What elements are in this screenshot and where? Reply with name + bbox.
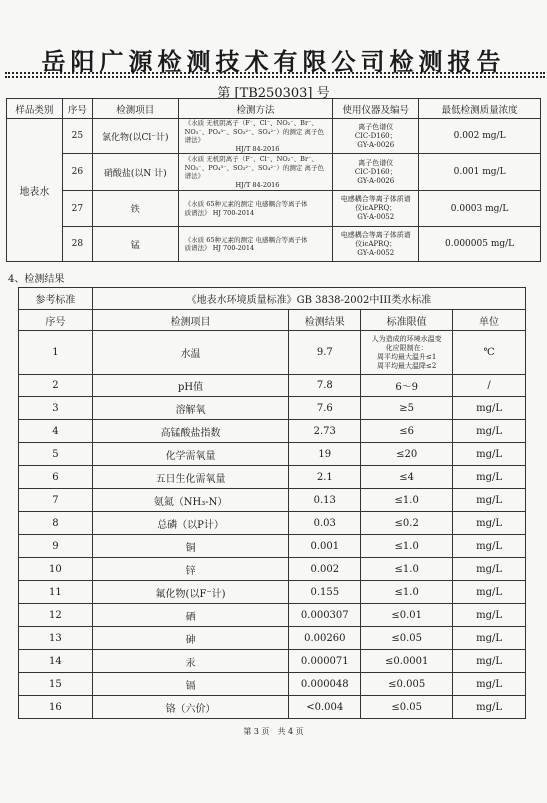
row-result: 0.002 bbox=[289, 558, 361, 581]
row-no: 27 bbox=[62, 191, 92, 227]
row-unit: mg/L bbox=[453, 673, 526, 696]
instrument-line: CIC-D160； bbox=[354, 131, 397, 140]
row-min-conc: 0.0003 mg/L bbox=[419, 191, 541, 227]
row-limit: ≤1.0 bbox=[361, 489, 453, 512]
method-line: NO₃⁻、PO₄³⁻、SO₃²⁻、SO₄²⁻）的测定 离子色谱法》 bbox=[184, 163, 324, 180]
row-item: 硝酸盐(以N 计) bbox=[92, 154, 178, 191]
table-row bbox=[19, 420, 526, 443]
row-limit: ≤1.0 bbox=[361, 581, 453, 604]
report-number: 第 [TB250303] 号 bbox=[217, 86, 330, 101]
table-row bbox=[19, 535, 526, 558]
row-unit: mg/L bbox=[453, 489, 526, 512]
row-item: 总磷（以P计） bbox=[92, 512, 289, 535]
table-row bbox=[19, 581, 526, 604]
row-no: 3 bbox=[19, 397, 93, 420]
table-row bbox=[19, 512, 526, 535]
row-unit: mg/L bbox=[453, 650, 526, 673]
instrument-line: GY-A-0052 bbox=[357, 248, 395, 257]
table-row bbox=[19, 489, 526, 512]
instrument-line: 电感耦合等离子体质谱 bbox=[340, 195, 411, 203]
table-row bbox=[19, 650, 526, 673]
row-no: 2 bbox=[19, 375, 93, 397]
row-result: 0.001 bbox=[289, 535, 361, 558]
sample-category: 地表水 bbox=[7, 119, 63, 262]
row-no: 1 bbox=[19, 331, 93, 375]
row-item: 锌 bbox=[92, 558, 289, 581]
row-item: 镉 bbox=[92, 673, 289, 696]
row-no: 7 bbox=[19, 489, 93, 512]
method-line: 《水质 无机阴离子（F⁻、Cl⁻、NO₂⁻、Br⁻、 bbox=[184, 155, 318, 163]
row-limit: ≥5 bbox=[361, 397, 453, 420]
method-line: 质谱法》 HJ 700-2014 bbox=[184, 244, 255, 252]
row-unit: mg/L bbox=[453, 397, 526, 420]
instrument-line: 仪icAPRQ； bbox=[355, 239, 397, 248]
table-row bbox=[7, 191, 541, 227]
row-item: 砷 bbox=[92, 627, 289, 650]
table-row bbox=[19, 627, 526, 650]
header-cell: 序号 bbox=[19, 310, 93, 331]
instrument-line: 电感耦合等离子体质谱 bbox=[340, 230, 411, 239]
row-no: 15 bbox=[19, 673, 93, 696]
limit-line: 人为造成的环境水温变 bbox=[371, 334, 442, 343]
table-row bbox=[19, 331, 526, 375]
row-unit: mg/L bbox=[453, 604, 526, 627]
instrument-line: GY-A-0052 bbox=[357, 213, 395, 221]
row-no: 12 bbox=[19, 604, 93, 627]
reference-value: 《地表水环境质量标准》GB 3838-2002中III类水标准 bbox=[92, 288, 525, 310]
row-min-conc: 0.002 mg/L bbox=[419, 119, 541, 154]
table-header-row bbox=[19, 310, 526, 331]
reference-label: 参考标准 bbox=[19, 288, 93, 310]
dotted-divider bbox=[5, 72, 545, 74]
row-no: 11 bbox=[19, 581, 93, 604]
limit-line: 周平均最大温升≤1 bbox=[377, 352, 437, 361]
row-item: 铁 bbox=[92, 191, 178, 227]
method-line: HJ/T 84-2016 bbox=[235, 180, 280, 189]
row-unit: mg/L bbox=[453, 512, 526, 535]
row-method bbox=[178, 191, 333, 227]
row-limit: ≤1.0 bbox=[361, 558, 453, 581]
sample-method-table bbox=[6, 98, 541, 262]
row-method bbox=[178, 119, 333, 154]
row-limit: ≤0.05 bbox=[361, 696, 453, 719]
row-unit: mg/L bbox=[453, 420, 526, 443]
limit-line: 化应限制在： bbox=[385, 343, 428, 352]
instrument-line: 离子色谱仪 bbox=[358, 122, 394, 131]
row-no: 5 bbox=[19, 443, 93, 466]
row-item: 溶解氧 bbox=[92, 397, 289, 420]
row-limit: ≤0.005 bbox=[361, 673, 453, 696]
row-result: 2.73 bbox=[289, 420, 361, 443]
row-unit: mg/L bbox=[453, 696, 526, 719]
row-no: 10 bbox=[19, 558, 93, 581]
header-cell: 检测项目 bbox=[92, 310, 289, 331]
table-row bbox=[19, 466, 526, 489]
method-line: HJ/T 84-2016 bbox=[235, 144, 280, 153]
row-unit: mg/L bbox=[453, 558, 526, 581]
table-row bbox=[19, 397, 526, 420]
row-result: 0.13 bbox=[289, 489, 361, 512]
row-result: 7.6 bbox=[289, 397, 361, 420]
row-item: 高锰酸盐指数 bbox=[92, 420, 289, 443]
header-cell: 单位 bbox=[453, 310, 526, 331]
row-unit: mg/L bbox=[453, 535, 526, 558]
instrument-line: GY-A-0026 bbox=[357, 140, 395, 149]
header-cell: 样品类别 bbox=[7, 99, 63, 119]
row-limit: ≤0.05 bbox=[361, 627, 453, 650]
row-limit: ≤0.0001 bbox=[361, 650, 453, 673]
table-row bbox=[19, 604, 526, 627]
header-cell: 检测项目 bbox=[92, 99, 178, 119]
row-no: 28 bbox=[62, 227, 92, 262]
header-cell: 最低检测质量浓度 bbox=[419, 99, 541, 119]
row-result: 0.00260 bbox=[289, 627, 361, 650]
row-no: 6 bbox=[19, 466, 93, 489]
row-unit: mg/L bbox=[453, 466, 526, 489]
page-footer: 第 3 页 共 4 页 bbox=[243, 727, 304, 736]
row-item: 硒 bbox=[92, 604, 289, 627]
row-min-conc: 0.000005 mg/L bbox=[419, 227, 541, 262]
row-limit: ≤0.01 bbox=[361, 604, 453, 627]
header-cell: 序号 bbox=[62, 99, 92, 119]
table-row bbox=[19, 696, 526, 719]
row-item: 氟化物(以F⁻计) bbox=[92, 581, 289, 604]
row-unit: ℃ bbox=[453, 331, 526, 375]
header-cell: 检测方法 bbox=[178, 99, 333, 119]
row-result: 0.000071 bbox=[289, 650, 361, 673]
row-no: 9 bbox=[19, 535, 93, 558]
row-item: 氨氮（NH₃-N） bbox=[92, 489, 289, 512]
row-method bbox=[178, 227, 333, 262]
instrument-line: 仪icAPRQ； bbox=[355, 204, 397, 212]
row-unit: mg/L bbox=[453, 443, 526, 466]
row-item: 铬（六价） bbox=[92, 696, 289, 719]
row-no: 8 bbox=[19, 512, 93, 535]
row-min-conc: 0.001 mg/L bbox=[419, 154, 541, 191]
row-limit: 6～9 bbox=[361, 375, 453, 397]
row-instrument bbox=[333, 191, 419, 227]
row-item: 铜 bbox=[92, 535, 289, 558]
row-instrument bbox=[333, 227, 419, 262]
method-line: 质谱法》 HJ 700-2014 bbox=[184, 208, 255, 217]
method-line: 《水质 无机阴离子（F⁻、Cl⁻、NO₂⁻、Br⁻、 bbox=[184, 119, 318, 127]
row-result: 0.03 bbox=[289, 512, 361, 535]
row-item: 化学需氧量 bbox=[92, 443, 289, 466]
company-title: 岳阳广源检测技术有限公司检测报告 bbox=[41, 48, 506, 76]
row-instrument bbox=[333, 154, 419, 191]
method-line: 《水质 65种元素的测定 电感耦合等离子体 bbox=[184, 235, 308, 244]
row-unit: mg/L bbox=[453, 581, 526, 604]
row-method bbox=[178, 154, 333, 191]
row-item: 五日生化需氧量 bbox=[92, 466, 289, 489]
row-result: 0.000048 bbox=[289, 673, 361, 696]
row-limit: ≤6 bbox=[361, 420, 453, 443]
table-row bbox=[19, 375, 526, 397]
row-no: 4 bbox=[19, 420, 93, 443]
row-no: 14 bbox=[19, 650, 93, 673]
table-row bbox=[7, 227, 541, 262]
reference-row bbox=[19, 288, 526, 310]
row-item: 汞 bbox=[92, 650, 289, 673]
row-result: 0.000307 bbox=[289, 604, 361, 627]
row-no: 26 bbox=[62, 154, 92, 191]
table-row bbox=[19, 443, 526, 466]
row-no: 16 bbox=[19, 696, 93, 719]
row-result: 9.7 bbox=[289, 331, 361, 375]
row-no: 13 bbox=[19, 627, 93, 650]
instrument-line: GY-A-0026 bbox=[357, 176, 395, 185]
row-instrument bbox=[333, 119, 419, 154]
table-row bbox=[19, 558, 526, 581]
table-header-row bbox=[7, 99, 541, 119]
row-item: 氯化物(以Cl⁻计) bbox=[92, 119, 178, 154]
header-cell: 检测结果 bbox=[289, 310, 361, 331]
dotted-divider bbox=[5, 76, 545, 78]
header-cell: 使用仪器及编号 bbox=[333, 99, 419, 119]
row-item: pH值 bbox=[92, 375, 289, 397]
method-line: 《水质 65种元素的测定 电感耦合等离子体 bbox=[184, 200, 308, 208]
table-row bbox=[7, 154, 541, 191]
table-row bbox=[7, 119, 541, 154]
row-result: 0.155 bbox=[289, 581, 361, 604]
row-limit: ≤20 bbox=[361, 443, 453, 466]
row-limit: ≤0.2 bbox=[361, 512, 453, 535]
limit-line: 周平均最大温降≤2 bbox=[377, 361, 437, 370]
method-line: NO₃⁻、PO₄³⁻、SO₃²⁻、SO₄²⁻）的测定 离子色谱法》 bbox=[184, 127, 324, 144]
row-limit bbox=[361, 331, 453, 375]
row-limit: ≤1.0 bbox=[361, 535, 453, 558]
row-unit: / bbox=[453, 375, 526, 397]
row-limit: ≤4 bbox=[361, 466, 453, 489]
row-no: 25 bbox=[62, 119, 92, 154]
instrument-line: 离子色谱仪 bbox=[358, 158, 394, 167]
results-table bbox=[18, 287, 526, 719]
instrument-line: CIC-D160； bbox=[354, 167, 397, 176]
header-cell: 标准限值 bbox=[361, 310, 453, 331]
row-result: 7.8 bbox=[289, 375, 361, 397]
section-title: 4、检测结果 bbox=[8, 274, 65, 285]
row-result: 2.1 bbox=[289, 466, 361, 489]
row-item: 水温 bbox=[92, 331, 289, 375]
row-result: <0.004 bbox=[289, 696, 361, 719]
row-result: 19 bbox=[289, 443, 361, 466]
row-item: 锰 bbox=[92, 227, 178, 262]
row-unit: mg/L bbox=[453, 627, 526, 650]
table-row bbox=[19, 673, 526, 696]
